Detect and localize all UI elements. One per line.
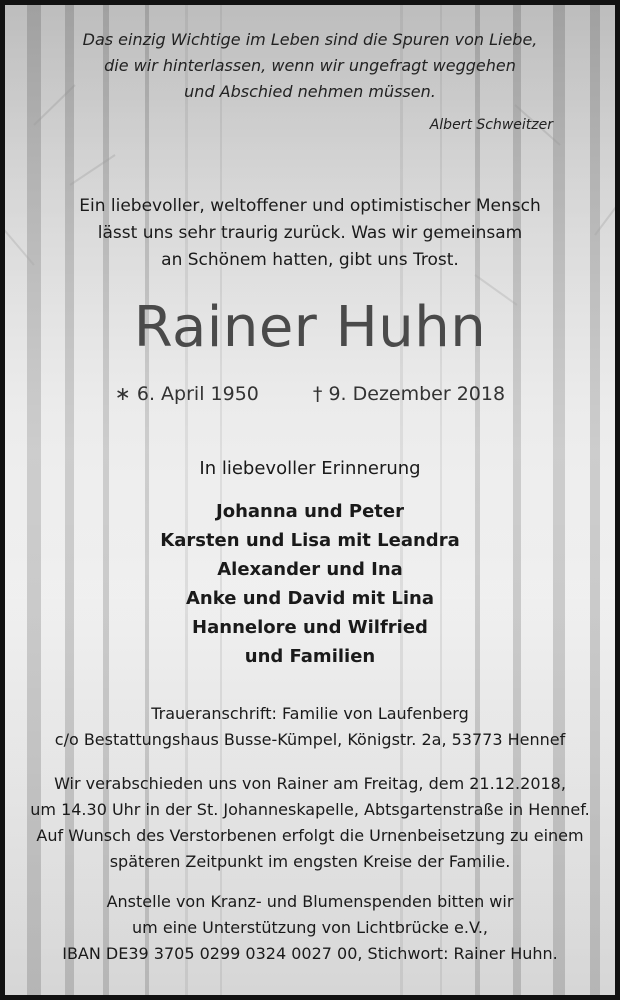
quote-author: Albert Schweitzer xyxy=(429,117,553,133)
mourning-address xyxy=(5,701,615,753)
family-member: Alexander und Ina xyxy=(217,559,403,580)
quote-line: Das einzig Wichtige im Leben sind die Spuren von Liebe, xyxy=(82,30,538,49)
family-member: Anke und David mit Lina xyxy=(185,588,435,609)
intro-line: lässt uns sehr traurig zurück. Was wir gemeinsam xyxy=(97,223,523,243)
birth-date: ∗ 6. April 1950 xyxy=(114,383,259,405)
memory-line: In liebevoller Erinnerung xyxy=(199,458,421,479)
quote xyxy=(5,27,615,105)
life-dates xyxy=(5,380,615,408)
service-line: späteren Zeitpunkt im engsten Kreise der Familie. xyxy=(109,852,511,871)
service-line: um 14.30 Uhr in der St. Johanneskapelle, Abtsgartenstraße in Hennef. xyxy=(30,800,590,819)
intro-line: an Schönem hatten, gibt uns Trost. xyxy=(161,250,459,270)
obituary-content xyxy=(5,5,615,995)
address-line: c/o Bestattungshaus Busse-Kümpel, Königstr. 2a, 53773 Hennef xyxy=(54,730,566,749)
service-line: Wir verabschieden uns von Rainer am Freitag, dem 21.12.2018, xyxy=(54,774,566,793)
donation-line: um eine Unterstützung von Lichtbrücke e.V., xyxy=(132,918,488,937)
service-info xyxy=(5,771,615,875)
intro-line: Ein liebevoller, weltoffener und optimistischer Mensch xyxy=(79,196,541,216)
donation-line: IBAN DE39 3705 0299 0324 0027 00, Stichwort: Rainer Huhn. xyxy=(62,944,558,963)
death-date: † 9. Dezember 2018 xyxy=(312,383,506,405)
family-member: Karsten und Lisa mit Leandra xyxy=(160,530,460,551)
quote-line: und Abschied nehmen müssen. xyxy=(184,82,436,101)
intro-text xyxy=(5,193,615,274)
quote-line: die wir hinterlassen, wenn wir ungefragt weggehen xyxy=(104,56,516,75)
donation-info xyxy=(5,889,615,967)
family-member: Hannelore und Wilfried xyxy=(192,617,428,638)
family-member: und Familien xyxy=(244,646,376,667)
family-member: Johanna und Peter xyxy=(216,501,404,522)
deceased-name: Rainer Huhn xyxy=(133,295,487,360)
family-list xyxy=(5,497,615,671)
address-line: Traueranschrift: Familie von Laufenberg xyxy=(151,704,469,723)
donation-line: Anstelle von Kranz- und Blumenspenden bitten wir xyxy=(106,892,514,911)
service-line: Auf Wunsch des Verstorbenen erfolgt die Urnenbeisetzung zu einem xyxy=(36,826,584,845)
